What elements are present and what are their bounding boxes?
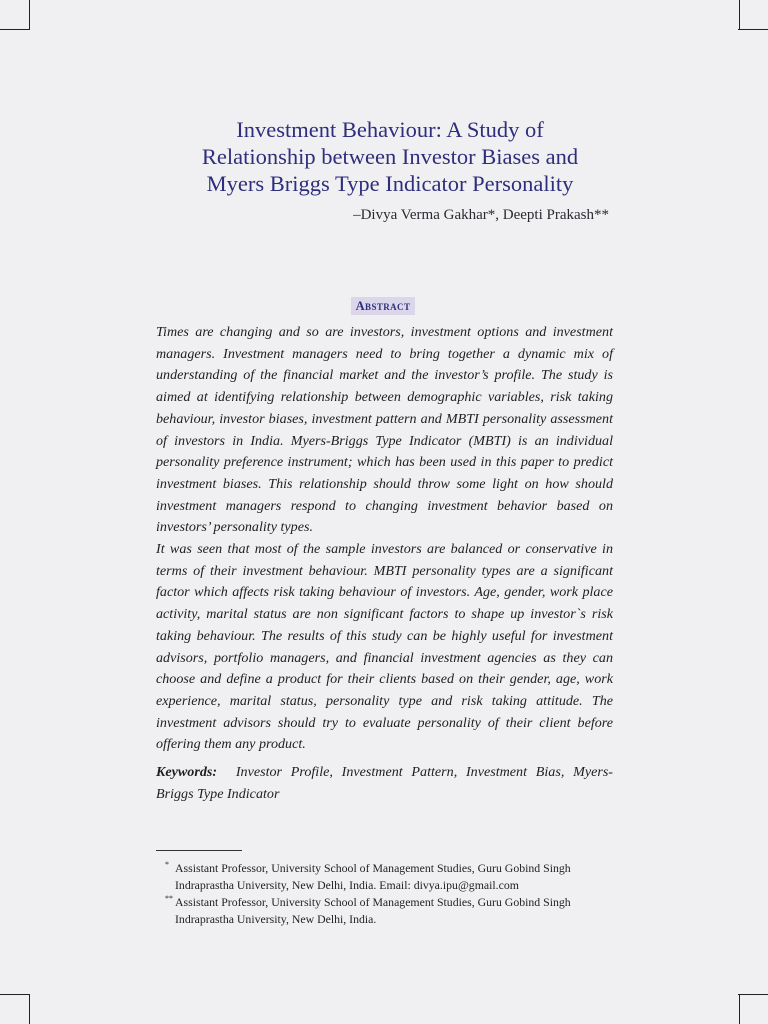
footnote-marker: ** [165,894,173,903]
abstract-heading: Abstract [351,297,415,315]
crop-mark [29,0,30,30]
crop-mark [738,29,768,30]
crop-mark [738,994,768,995]
footnote [165,894,625,927]
keywords [156,762,613,805]
author-line: –Divya Verma Gakhar*, Deepti Prakash** [353,207,609,223]
abstract-paragraph: Times are changing and so are investors, investment options and investment managers. Investment managers need to bring together a dynamic mix of understanding of the financial market and the investor’s profile. The study is aimed at identifying relationship between demographic variables, risk taking behaviour, investor biases, investment pattern and MBTI personality assessment of investors in India. Myers-Briggs Type Indicator (MBTI) is an individual personality preference instrument; which has been used in this paper to predict investment biases. This relationship should throw some light on how should investment managers respond to changing investment behavior based on investors’ personality types. [156,324,613,536]
footnote-text: Assistant Professor, University School of Management Studies, Guru Gobind Singh Indraprastha University, New Delhi, India. Email: divya.ipu@gmail.com [175,861,571,892]
crop-mark [739,0,740,30]
title-line: Investment Behaviour: A Study of [236,117,544,142]
footnote-divider [156,850,242,851]
paper-title [140,116,640,197]
crop-mark [0,29,30,30]
abstract-paragraph: It was seen that most of the sample investors are balanced or conservative in terms of their investment behaviour. MBTI personality types are a significant factor which affects risk taking behaviour of investors. Age, gender, work place activity, marital status are non significant factors to shape up investor`s risk taking behaviour. The results of this study can be highly useful for investment advisors, portfolio managers, and financial investment agencies as they can choose and define a product for their clients based on their gender, age, work experience, marital status, personality type and risk taking attitude. The investment advisors should try to evaluate personality of their client before offering them any product. [156,541,613,753]
title-line: Myers Briggs Type Indicator Personality [206,171,574,196]
title-line: Relationship between Investor Biases and [201,144,579,169]
keywords-text: Investor Profile, Investment Pattern, Investment Bias, Myers-Briggs Type Indicator [156,764,613,802]
footnote [165,860,625,893]
keywords-label: Keywords: [156,764,218,780]
footnote-text: Assistant Professor, University School of Management Studies, Guru Gobind Singh Indraprastha University, New Delhi, India. [175,895,571,926]
crop-mark [29,994,30,1024]
footnotes [165,860,625,928]
footnote-marker: * [165,860,169,869]
crop-mark [0,994,30,995]
abstract-body [156,322,613,756]
crop-mark [739,994,740,1024]
